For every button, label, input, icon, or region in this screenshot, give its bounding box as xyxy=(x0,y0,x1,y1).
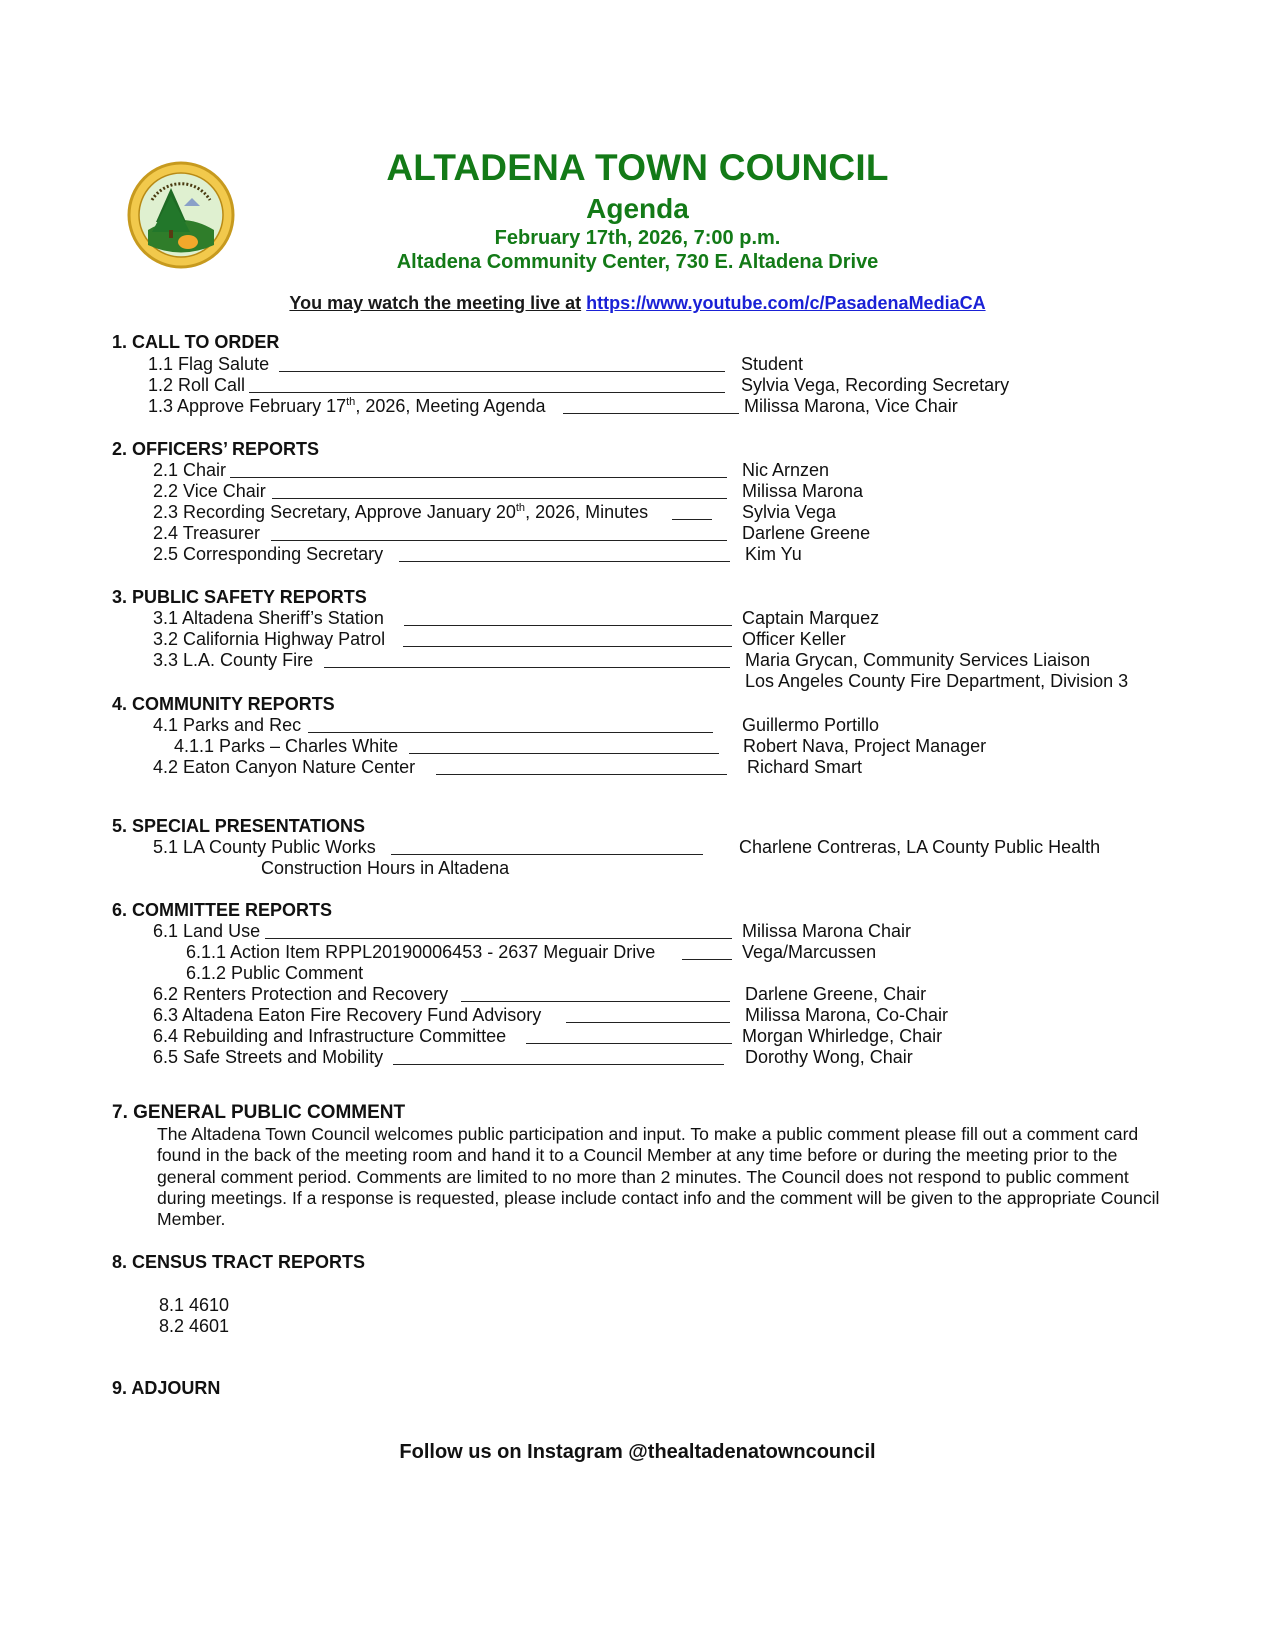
presenter: Milissa Marona, Vice Chair xyxy=(744,396,958,416)
presenter: Milissa Marona, Co-Chair xyxy=(745,1005,949,1025)
leader-line xyxy=(409,753,719,754)
agenda-item-6-1: 6.1 Land Use xyxy=(153,921,261,941)
section-special-presentations: 5. SPECIAL PRESENTATIONS xyxy=(112,816,366,836)
presenter: Milissa Marona Chair xyxy=(742,921,912,941)
section-census-tract-reports: 8. CENSUS TRACT REPORTS xyxy=(112,1252,366,1272)
leader-line xyxy=(399,561,730,562)
agenda-subtitle: Agenda xyxy=(586,193,689,224)
leader-line xyxy=(279,371,725,372)
ordinal-suffix: th xyxy=(515,502,526,514)
leader-line xyxy=(391,854,703,855)
meeting-date-time: February 17th, 2026, 7:00 p.m. xyxy=(494,227,781,249)
agenda-item-1-3 xyxy=(148,396,545,416)
presenter: Kim Yu xyxy=(745,544,802,564)
presenter: Dorothy Wong, Chair xyxy=(745,1047,913,1067)
meeting-location: Altadena Community Center, 730 E. Altadena Drive xyxy=(396,251,879,273)
agenda-item-5-1: 5.1 LA County Public Works xyxy=(153,837,376,857)
leader-line xyxy=(682,959,732,960)
leader-line xyxy=(672,519,712,520)
agenda-item-6-1-1: 6.1.1 Action Item RPPL20190006453 - 2637 Meguair Drive xyxy=(186,942,656,962)
section-public-safety-reports: 3. PUBLIC SAFETY REPORTS xyxy=(112,587,367,607)
presenter: Milissa Marona xyxy=(742,481,864,501)
leader-line xyxy=(526,1043,732,1044)
section-committee-reports: 6. COMMITTEE REPORTS xyxy=(112,900,333,920)
item-label: 2.3 Recording Secretary, Approve January 20 xyxy=(153,502,516,522)
leader-line xyxy=(265,938,732,939)
presenter: Maria Grycan, Community Services Liaison xyxy=(745,650,1091,670)
agenda-item-6-3: 6.3 Altadena Eaton Fire Recovery Fund Advisory xyxy=(153,1005,542,1025)
agenda-item-6-1-2: 6.1.2 Public Comment xyxy=(186,963,364,983)
section-call-to-order: 1. CALL TO ORDER xyxy=(112,332,280,352)
item-label: , 2026, Minutes xyxy=(525,502,649,522)
leader-line xyxy=(308,732,713,733)
agenda-item-4-1-1: 4.1.1 Parks – Charles White xyxy=(174,736,399,756)
watch-live-line xyxy=(0,293,1275,314)
item-label: , 2026, Meeting Agenda xyxy=(355,396,546,416)
agenda-item-8-1: 8.1 4610 xyxy=(159,1295,230,1315)
youtube-link[interactable]: https://www.youtube.com/c/PasadenaMediaCA xyxy=(586,293,986,313)
public-comment-paragraph: The Altadena Town Council welcomes public participation and input. To make a public comment please fill out a comment card found in the back of the meeting room and hand it to a Council Member at any time before or during the meeting prior to the general comment period. Comments are limited to no more than 2 minutes. The Council does not respond to public comment during meetings. If a response is requested, please include contact info and the comment will be given to the appropriate Council Member. xyxy=(157,1124,1160,1230)
agenda-item-1-1: 1.1 Flag Salute xyxy=(148,354,270,374)
agenda-item-4-1: 4.1 Parks and Rec xyxy=(153,715,302,735)
agenda-item-5-1-subtitle: Construction Hours in Altadena xyxy=(261,858,510,878)
agenda-item-3-2: 3.2 California Highway Patrol xyxy=(153,629,386,649)
watch-label: You may watch the meeting live at xyxy=(289,293,582,313)
section-community-reports: 4. COMMUNITY REPORTS xyxy=(112,694,335,714)
agenda-item-2-4: 2.4 Treasurer xyxy=(153,523,261,543)
section-adjourn: 9. ADJOURN xyxy=(112,1378,221,1398)
leader-line xyxy=(566,1022,730,1023)
section-general-public-comment: 7. GENERAL PUBLIC COMMENT xyxy=(112,1102,406,1123)
presenter: Sylvia Vega, Recording Secretary xyxy=(741,375,1010,395)
agenda-item-2-2: 2.2 Vice Chair xyxy=(153,481,266,501)
presenter: Charlene Contreras, LA County Public Health xyxy=(739,837,1101,857)
leader-line xyxy=(404,625,732,626)
presenter-line-2: Los Angeles County Fire Department, Division 3 xyxy=(745,671,1129,691)
agenda-item-2-5: 2.5 Corresponding Secretary xyxy=(153,544,384,564)
leader-line xyxy=(393,1064,724,1065)
presenter: Student xyxy=(741,354,804,374)
agenda-item-6-4: 6.4 Rebuilding and Infrastructure Committee xyxy=(153,1026,507,1046)
presenter: Vega/Marcussen xyxy=(742,942,877,962)
leader-line xyxy=(230,477,727,478)
section-officers-reports: 2. OFFICERS’ REPORTS xyxy=(112,439,320,459)
presenter: Darlene Greene xyxy=(742,523,871,543)
presenter: Officer Keller xyxy=(742,629,846,649)
agenda-item-8-2: 8.2 4601 xyxy=(159,1316,230,1336)
leader-line xyxy=(324,667,730,668)
leader-line xyxy=(271,540,727,541)
leader-line xyxy=(249,392,725,393)
ordinal-suffix: th xyxy=(346,396,356,408)
presenter: Robert Nava, Project Manager xyxy=(743,736,987,756)
presenter: Guillermo Portillo xyxy=(742,715,880,735)
presenter: Morgan Whirledge, Chair xyxy=(742,1026,943,1046)
agenda-item-1-2: 1.2 Roll Call xyxy=(148,375,246,395)
presenter: Nic Arnzen xyxy=(742,460,830,480)
agenda-item-6-2: 6.2 Renters Protection and Recovery xyxy=(153,984,449,1004)
instagram-footer: Follow us on Instagram @thealtadenatowncouncil xyxy=(399,1441,876,1463)
presenter: Captain Marquez xyxy=(742,608,880,628)
agenda-item-3-3: 3.3 L.A. County Fire xyxy=(153,650,314,670)
presenter: Sylvia Vega xyxy=(742,502,837,522)
agenda-item-3-1: 3.1 Altadena Sheriff’s Station xyxy=(153,608,384,628)
presenter: Darlene Greene, Chair xyxy=(745,984,927,1004)
agenda-item-2-1: 2.1 Chair xyxy=(153,460,227,480)
leader-line xyxy=(461,1001,730,1002)
leader-line xyxy=(272,498,727,499)
agenda-item-2-3 xyxy=(153,502,648,522)
leader-line xyxy=(403,646,732,647)
leader-line xyxy=(563,413,739,414)
leader-line xyxy=(436,774,727,775)
item-label: 1.3 Approve February 17 xyxy=(148,396,347,416)
presenter: Richard Smart xyxy=(747,757,863,777)
agenda-item-4-2: 4.2 Eaton Canyon Nature Center xyxy=(153,757,416,777)
agenda-item-6-5: 6.5 Safe Streets and Mobility xyxy=(153,1047,384,1067)
council-title: ALTADENA TOWN COUNCIL xyxy=(386,147,889,188)
